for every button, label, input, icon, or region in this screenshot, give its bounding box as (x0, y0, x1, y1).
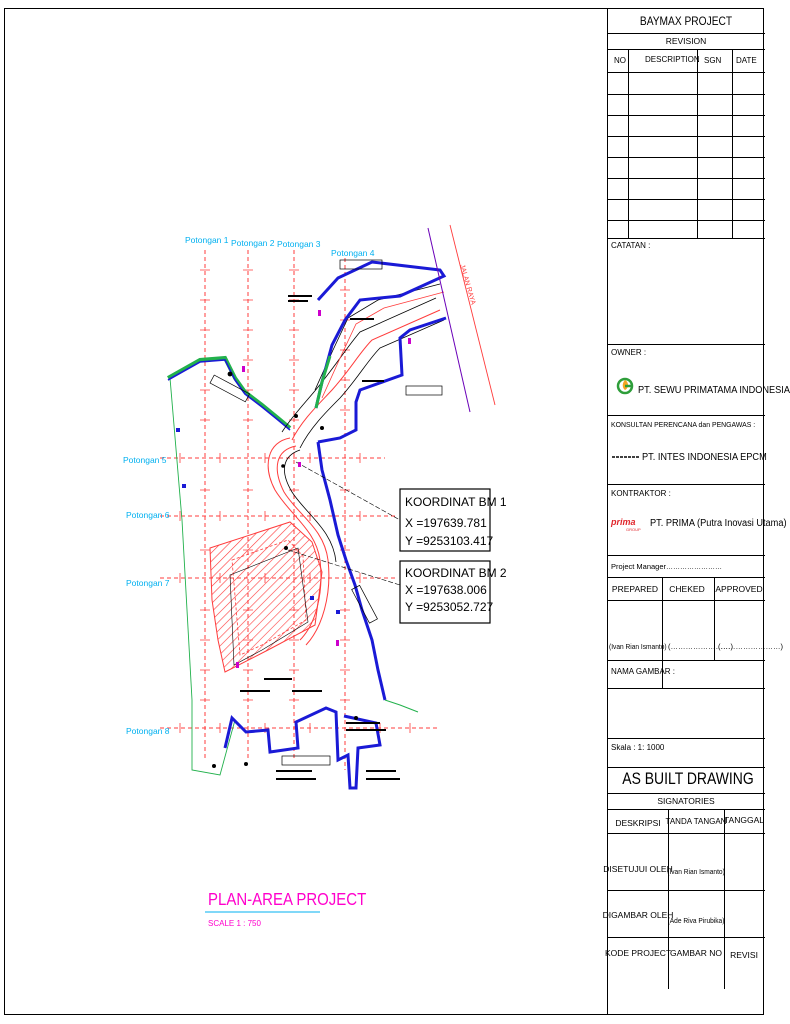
prepared-name: (Ivan Rian Ismanto) (609, 642, 667, 651)
consultant-logo-icon (612, 453, 640, 461)
plan-title-block (205, 890, 366, 928)
bm1-title: KOORDINAT BM 1 (405, 495, 507, 509)
rule (732, 49, 733, 238)
approved-by-name: (Ivan Rian Ismanto) (667, 867, 725, 876)
bm2-title: KOORDINAT BM 2 (405, 566, 507, 580)
rule (628, 49, 629, 238)
rule (608, 660, 765, 661)
drawn-by-label: DIGAMBAR OLEH (602, 910, 674, 920)
checked-label: CHEKED (669, 584, 705, 594)
rule (608, 738, 765, 739)
rule (608, 833, 765, 834)
bm2-box (400, 561, 507, 623)
owner-logo-icon (616, 376, 634, 396)
section-label-7: Potongan 7 (126, 578, 170, 588)
rev-col-description: DESCRIPTION (645, 55, 700, 64)
section-labels (123, 235, 375, 736)
rule (608, 238, 765, 239)
contractor-logo: prima (611, 517, 636, 527)
road-name-text: JALAN RAYA (458, 263, 477, 306)
plan-drawing (4, 8, 608, 1015)
checked-name: (……………………) (668, 642, 733, 651)
rule (608, 767, 765, 768)
consultant-name: PT. INTES INDONESIA EPCM (642, 452, 767, 463)
rule (608, 33, 765, 34)
rule (668, 809, 669, 989)
rule (608, 809, 765, 810)
rev-col-sgn: SGN (704, 56, 722, 65)
rule (662, 660, 663, 688)
rule (608, 199, 765, 200)
contractor-label: KONTRAKTOR : (611, 489, 671, 498)
rule (608, 115, 765, 116)
rule (608, 72, 765, 73)
drawn-by-name: (Ade Riva Pirubika) (667, 916, 725, 925)
sig-col-deskripsi: DESKRIPSI (615, 818, 661, 828)
rule (608, 577, 765, 578)
nama-gambar-label: NAMA GAMBAR : (611, 667, 676, 676)
approved-by-label: DISETUJUI OLEH (603, 864, 673, 874)
bm2-y: Y =9253052.727 (405, 600, 494, 614)
rule (608, 94, 765, 95)
road-label (458, 264, 476, 306)
rule (608, 484, 765, 485)
rule (608, 688, 765, 689)
rev-col-date: DATE (736, 56, 757, 65)
rule (608, 220, 765, 221)
section-label-4: Potongan 4 (331, 248, 375, 258)
road-corridor (282, 284, 444, 448)
gambar-no-label: GAMBAR NO (670, 948, 722, 958)
rule (608, 937, 765, 938)
sig-col-tanda-tangan: TANDA TANGAN (665, 817, 727, 826)
prepared-label: PREPARED (611, 584, 659, 594)
kode-project-label: KODE PROJECT (604, 948, 672, 958)
contractor-logo-sub: GROUP (626, 527, 641, 532)
rule (608, 793, 765, 794)
consultant-label: KONSULTAN PERENCANA dan PENGAWAS : (611, 420, 756, 429)
section-label-5: Potongan 5 (123, 455, 167, 465)
rule (608, 344, 765, 345)
section-label-3: Potongan 3 (277, 239, 321, 249)
rule (608, 600, 765, 601)
bm2-x: X =197638.006 (405, 583, 487, 597)
approved-label: APPROVED (715, 584, 763, 594)
signatories-label: SIGNATORIES (657, 796, 715, 806)
rule (608, 49, 765, 50)
rule (608, 890, 765, 891)
drawing-title: AS BUILT DRAWING (622, 769, 754, 788)
rule (608, 178, 765, 179)
section-label-6: Potongan 6 (126, 510, 170, 520)
project-name: BAYMAX PROJECT (639, 14, 733, 28)
boundary-south-east-green (385, 700, 418, 712)
section-label-8: Potongan 8 (126, 726, 170, 736)
rule (724, 809, 725, 989)
scale-text: Skala : 1: 1000 (611, 743, 665, 752)
bm1-y: Y =9253103.417 (405, 534, 494, 548)
project-manager-label: Project Manager (611, 562, 667, 571)
rule (697, 49, 698, 238)
owner-name: PT. SEWU PRIMATAMA INDONESIA (638, 385, 790, 396)
rule (608, 157, 765, 158)
plan-title: PLAN-AREA PROJECT (208, 890, 367, 910)
approved-name: (……………………) (718, 642, 783, 651)
boundary-north-blue (168, 360, 290, 430)
section-label-1: Potongan 1 (185, 235, 229, 245)
plan-scale: SCALE 1 : 750 (208, 919, 261, 928)
sig-col-tanggal: TANGGAL (724, 815, 764, 825)
section-label-2: Potongan 2 (231, 238, 275, 248)
bm1-box (400, 489, 507, 551)
owner-label: OWNER : (611, 348, 647, 357)
project-manager-dots: …………………… (666, 564, 722, 571)
revisi-label: REVISI (730, 950, 758, 960)
road-edge-east (450, 225, 495, 405)
rule (608, 415, 765, 416)
contractor-name: PT. PRIMA (Putra Inovasi Utama) (650, 518, 787, 529)
bm1-x: X =197639.781 (405, 516, 487, 530)
title-block (602, 8, 790, 1015)
revision-header: REVISION (665, 36, 707, 46)
road-edge-west (428, 228, 470, 412)
rule (608, 136, 765, 137)
rev-col-no: NO (614, 56, 626, 65)
rule (608, 555, 765, 556)
catatan-label: CATATAN : (611, 241, 651, 250)
boundary-south-east-blue (318, 442, 385, 700)
